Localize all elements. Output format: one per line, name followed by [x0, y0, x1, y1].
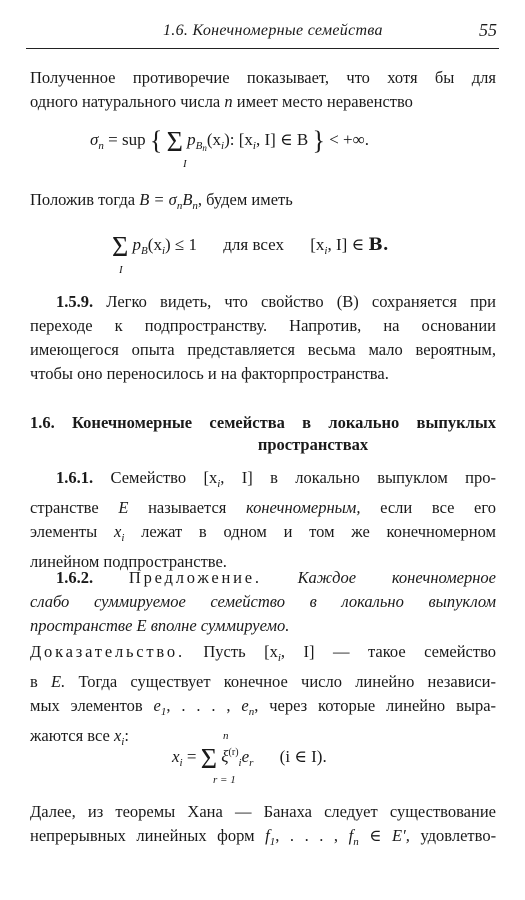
text-line [30, 496, 496, 520]
text-line: Полученное противоречие показывает, что хотя бы для [30, 68, 496, 87]
math-var: p [132, 235, 142, 254]
math-sub: i [179, 757, 183, 769]
math-arg: (x [206, 130, 222, 149]
math-sub: i [252, 140, 256, 152]
text-line: чтобы оно переносилось и на факторпространства. [30, 364, 389, 383]
math-pair: [x [238, 130, 253, 149]
math-set: B. [368, 235, 389, 255]
sum-upper-limit: n [223, 730, 229, 742]
text-line [30, 566, 496, 590]
text-run: : [124, 726, 129, 745]
math-sub: n [98, 140, 104, 152]
text-run: , будем иметь [197, 190, 293, 209]
math-sub: B [141, 245, 148, 257]
sum-sign: Σ [112, 232, 129, 263]
text-run: в [30, 672, 38, 691]
text-line [30, 466, 496, 496]
math-pair: , I] ∈ B [255, 130, 309, 149]
math-sub: n [176, 200, 183, 212]
math-sub: n [248, 706, 255, 718]
formula-xi-expansion [172, 744, 327, 776]
text-run: Положив тогда [30, 190, 136, 209]
text-run: странстве [30, 498, 99, 517]
math-var: x [113, 522, 122, 541]
math-pair: , I] ∈ [327, 235, 365, 254]
text-line [30, 520, 496, 550]
heading-line: пространствах [257, 435, 369, 454]
defined-term: конечномерным, [246, 498, 361, 517]
text-run: лежат в одном и том же конечномерном [141, 522, 496, 541]
text-run: жаются все [30, 726, 110, 745]
math-sub: i [161, 245, 166, 257]
math-var: n [224, 92, 233, 111]
text-run: в локально выпуклом про- [270, 468, 497, 487]
text-line: слабо суммируемое семейство в локально выпуклом [30, 592, 496, 611]
text-line: пространстве E вполне суммируемо. [30, 616, 290, 635]
sum-index: I [183, 158, 187, 170]
math-subsub: n [202, 143, 207, 153]
math-expr: ∈ E′, [369, 826, 410, 845]
heading-line: 1.6. Конечномерные семейства в локально выпуклых [30, 413, 496, 432]
text-run: непрерывных линейных форм [30, 826, 255, 845]
sum-sign: Σ [200, 744, 217, 775]
text-run: удовлетво- [420, 826, 497, 845]
math-sigma: σ [90, 130, 99, 149]
text-line [30, 694, 496, 724]
math-sub: i [121, 532, 125, 544]
left-brace: { [149, 126, 163, 155]
math-sub: r [249, 757, 254, 769]
sum-sign: Σ [166, 127, 183, 158]
math-expr: B = σ [139, 190, 177, 209]
text-line: переходе к подпространству. Напротив, на основании [30, 316, 496, 335]
math-pair: [x [203, 468, 218, 487]
math-sub: i [221, 140, 225, 152]
text-run: Семейство [110, 468, 187, 487]
math-op: = [186, 747, 197, 766]
math-sub: i [324, 245, 328, 257]
paragraph-set-b [30, 188, 496, 218]
text-run: называется [148, 498, 227, 517]
math-pair: , I] [220, 468, 253, 487]
math-sub: n [192, 200, 198, 212]
paragraph-contradiction [30, 66, 496, 114]
math-var: B [182, 190, 193, 209]
text-line: Далее, из теоремы Хана — Банаха следует существование [30, 802, 496, 821]
math-sub: i [238, 757, 242, 769]
math-sub: i [217, 478, 221, 490]
math-var: f [265, 826, 270, 845]
math-var: x [113, 726, 122, 745]
paragraph-1-5-9 [30, 290, 496, 386]
text-line [30, 824, 496, 854]
proof-label: Доказательство. [30, 642, 185, 661]
math-op: ) ≤ 1 [165, 235, 198, 254]
sum-lower-limit: r = 1 [213, 774, 236, 786]
statement-label: Предложение. [128, 568, 262, 587]
math-sup: (r) [228, 747, 239, 758]
text-run: элементы [30, 522, 98, 541]
text-run: Легко видеть, что свойство (B) сохраняется при [106, 292, 497, 311]
math-op: < +∞. [329, 130, 369, 149]
math-var: f [348, 826, 354, 845]
text-run: Тогда существует конечное число линейно независи- [78, 672, 497, 691]
sum-index: I [119, 264, 123, 276]
text-line [30, 670, 496, 694]
math-condition: (i ∈ I). [279, 747, 327, 766]
text-run: Пусть [203, 642, 246, 661]
math-var: e [241, 696, 249, 715]
running-title: 1.6. Конечномерные семейства [163, 22, 383, 39]
math-sub: i [121, 736, 125, 748]
page-number: 55 [479, 20, 497, 40]
math-sub: 1 [160, 706, 167, 718]
item-number: 1.5.9. [56, 292, 94, 311]
text-run: имеет место неравенство [236, 92, 413, 111]
text-line [30, 290, 496, 314]
math-var: E. [51, 672, 66, 691]
italic-text: Каждое конечномерное [297, 568, 496, 587]
math-pair: , I] [280, 642, 315, 661]
math-arg: ): [224, 130, 235, 149]
text-line: линейном подпространстве. [30, 552, 227, 571]
text-run: если все его [380, 498, 496, 517]
formula-p-b-bound [112, 232, 389, 264]
paragraph-1-6-1 [30, 466, 496, 574]
math-pair: [x [264, 642, 278, 661]
item-number: 1.6.2. [56, 568, 94, 587]
math-sub: 1 [269, 836, 276, 848]
paragraph-1-6-2 [30, 566, 496, 638]
math-arg: (x [147, 235, 162, 254]
math-var: e [153, 696, 161, 715]
text-run: мых элементов [30, 696, 143, 715]
running-header [26, 20, 499, 48]
math-var: e [241, 747, 250, 766]
text-line [30, 640, 496, 670]
item-number: 1.6.1. [56, 468, 94, 487]
math-var: p [187, 130, 196, 149]
text-run: для всех [223, 235, 284, 254]
math-sub: B [195, 140, 203, 152]
text-run: одного натурального числа [30, 92, 221, 111]
text-run: , через которые линейно выра- [254, 696, 497, 715]
paragraph-hahn-banach [30, 800, 496, 854]
paragraph-proof [30, 640, 496, 754]
math-sub: n [353, 836, 359, 848]
section-heading [30, 412, 496, 456]
math-var: x [172, 747, 180, 766]
right-brace: } [312, 126, 325, 155]
math-dots: , . . . , [166, 696, 231, 715]
formula-sigma-n [90, 126, 369, 159]
math-op: = sup [108, 130, 146, 149]
header-rule [26, 48, 499, 49]
text-line [30, 90, 496, 114]
text-run: — такое семейство [332, 642, 497, 661]
text-line: имеющегося опыта представляется весьма мало вероятным, [30, 340, 496, 359]
math-var: E [118, 498, 129, 517]
math-var: ξ [221, 747, 229, 766]
math-sub: i [277, 652, 281, 664]
math-pair: [x [310, 235, 325, 254]
math-dots: , . . . , [275, 826, 339, 845]
